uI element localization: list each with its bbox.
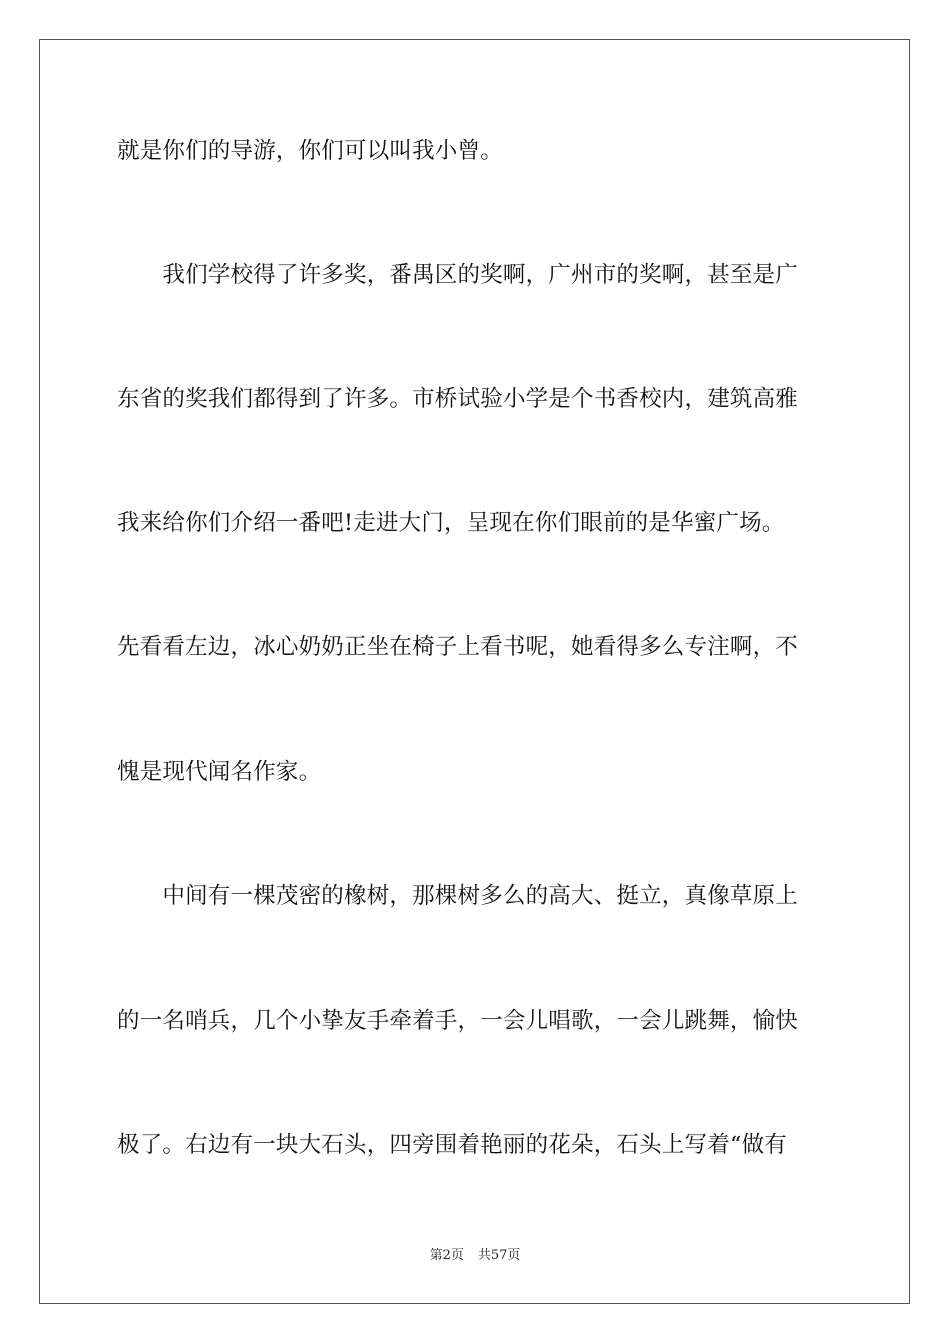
text-line-9: 极了。右边有一块大石头，四旁围着艳丽的花朵，石头上写着“做有: [117, 1132, 788, 1158]
page-border: [39, 39, 910, 1304]
page-total: 共57页: [477, 1248, 521, 1263]
text-line-7: 中间有一棵茂密的橡树，那棵树多么的高大、挺立，真像草原上: [117, 883, 799, 909]
text-line-2: 我们学校得了许多奖，番禺区的奖啊，广州市的奖啊，甚至是广: [117, 262, 799, 288]
text-line-1: 就是你们的导游，你们可以叫我小曾。: [117, 138, 503, 164]
text-line-3: 东省的奖我们都得到了许多。市桥试验小学是个书香校内，建筑高雅: [117, 386, 799, 412]
page-footer: [0, 1247, 950, 1265]
text-line-6: 愧是现代闻名作家。: [117, 759, 322, 785]
page-number: 第2页: [429, 1248, 464, 1263]
text-line-4: 我来给你们介绍一番吧!走进大门，呈现在你们眼前的是华蜜广场。: [117, 510, 785, 536]
text-line-5: 先看看左边，冰心奶奶正坐在椅子上看书呢，她看得多么专注啊，不: [117, 634, 799, 660]
text-line-8: 的一名哨兵，几个小挚友手牵着手，一会儿唱歌，一会儿跳舞，愉快: [117, 1008, 799, 1034]
